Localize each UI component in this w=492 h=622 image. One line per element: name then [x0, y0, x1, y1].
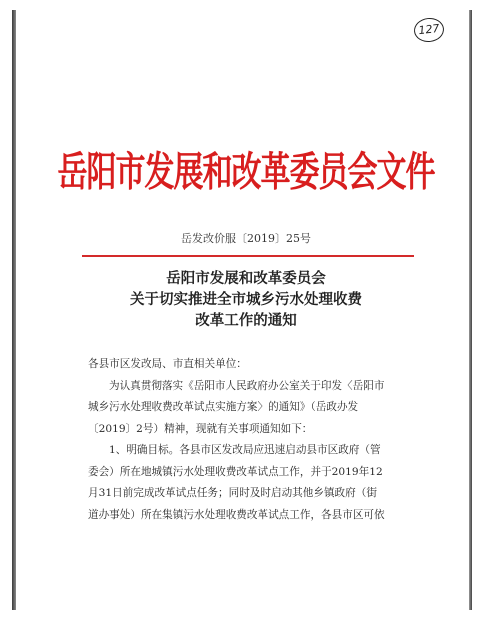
- document-number: 岳发改价服〔2019〕25号: [181, 232, 311, 245]
- salutation: 各县市区发改局、市直相关单位：: [88, 358, 247, 370]
- red-divider-rule: [82, 255, 414, 257]
- body-line: 委会）所在地城镇污水处理收费改革试点工作，并于2019年12: [88, 465, 383, 478]
- handwritten-page-number: 127: [413, 16, 445, 43]
- title-line-2: 关于切实推进全市城乡污水处理收费: [130, 291, 362, 308]
- body-line: 月31日前完成改革试点任务；同时及时启动其他乡镇政府（街: [88, 487, 377, 499]
- notice-body: [88, 354, 418, 526]
- body-line: 城乡污水处理收费改革试点实施方案〉的通知》（岳政办发: [88, 401, 359, 413]
- body-line: 〔2019〕2号）精神，现就有关事项通知如下：: [88, 422, 313, 435]
- document-header: 岳阳市发展和改革委员会文件: [57, 149, 435, 197]
- body-line: 1、明确目标。各县市区发改局应迅速启动县市区政府（管: [109, 444, 381, 456]
- title-line-3: 改革工作的通知: [195, 312, 297, 329]
- notice-title: [0, 268, 492, 331]
- body-line: 为认真贯彻落实《岳阳市人民政府办公室关于印发〈岳阳市: [109, 379, 385, 392]
- title-line-1: 岳阳市发展和改革委员会: [166, 270, 326, 287]
- body-line: 道办事处）所在集镇污水处理收费改革试点工作，各县市区可依: [88, 508, 385, 521]
